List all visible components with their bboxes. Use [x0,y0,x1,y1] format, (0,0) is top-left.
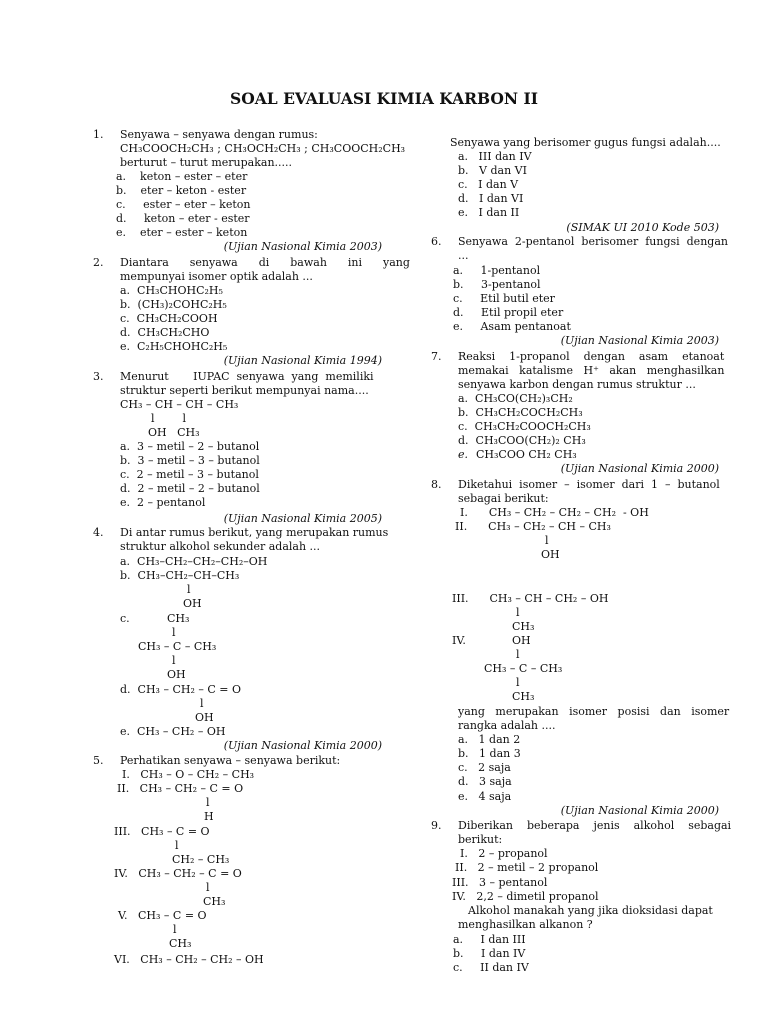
answer-option: a. CH₃CHOHC₂H₅ [120,284,223,297]
answer-option-label: e. [458,448,469,461]
question-text: CH₃COOCH₂CH₃ ; CH₃OCH₂CH₃ ; CH₃COOCH₂CH₃ [120,142,406,155]
question-text: Diantara senyawa di bawah ini yang [120,256,410,269]
question-text: mempunyai isomer optik adalah ... [120,270,313,283]
answer-option: a. III dan IV [458,150,532,163]
answer-option: b. 3 – metil – 3 – butanol [120,454,260,467]
answer-option: a. 1 dan 2 [458,733,521,746]
answer-option: a. CH₃CO(CH₂)₃CH₂ [458,392,573,405]
question-text: Reaksi 1-propanol dengan asam etanoat [458,350,725,363]
answer-option: e. 2 – pentanol [120,496,206,509]
answer-option: c. I dan V [458,178,519,191]
answer-option: b. CH₃–CH₂–CH–CH₃ [120,569,240,582]
compound-item: VI. CH₃ – CH₂ – CH₂ – OH [114,953,264,966]
question-text: Di antar rumus berikut, yang merupakan rumus [120,526,389,539]
answer-option-label: c. [120,612,130,625]
question-source: (Ujian Nasional Kimia 1994) [223,354,382,367]
answer-option: d. 2 – metil – 2 – butanol [120,482,260,495]
question-source: (Ujian Nasional Kimia 2000) [560,462,719,475]
answer-option: a. CH₃–CH₂–CH₂–CH₂–OH [120,555,268,568]
structure-substituent: CH₃ [169,937,192,950]
structure-formula: CH₃ – C – CH₃ [138,640,217,653]
question-text: Menurut IUPAC senyawa yang memiliki [120,370,374,383]
page-title: SOAL EVALUASI KIMIA KARBON II [230,89,538,108]
structure-bond: l [206,796,210,809]
question-source: (Ujian Nasional Kimia 2003) [560,334,719,347]
compound-item: I. CH₃ – CH₂ – CH₂ – CH₂ - OH [460,506,649,519]
answer-option: d. CH₃COO(CH₂)₂ CH₃ [458,434,586,447]
question-text: menghasilkan alkanon ? [458,918,593,931]
structure-bond: l [187,583,191,596]
answer-option: b. CH₃CH₂COCH₂CH₃ [458,406,583,419]
answer-option: e. CH₃ – CH₂ – OH [120,725,226,738]
question-text: Senyawa – senyawa dengan rumus: [120,128,318,141]
question-text: Perhatikan senyawa – senyawa berikut: [120,754,341,767]
structure-substituent: OH [541,548,560,561]
question-text: berikut: [458,833,503,846]
question-text: Diberikan beberapa jenis alkohol sebagai [458,819,732,832]
structure-substituent: OH [183,597,202,610]
structure-bond: l [172,654,176,667]
compound-item: III. CH₃ – C = O [114,825,210,838]
answer-option: c. 2 saja [458,761,511,774]
answer-option: e. Asam pentanoat [453,320,571,333]
list-item: I. 2 – propanol [460,847,548,860]
question-text: Diketahui isomer – isomer dari 1 – butanol [458,478,720,491]
structure-substituent: OH [167,668,186,681]
compound-item-label: IV. [452,634,466,647]
answer-option: c. 2 – metil – 3 – butanol [120,468,259,481]
question-number: 5. [93,754,104,767]
answer-option: d. keton – eter - ester [116,212,250,225]
question-text: Senyawa 2-pentanol berisomer fungsi dengan [458,235,728,248]
question-text: sebagai berikut: [458,492,549,505]
structure-substituent: CH₃ [203,895,226,908]
compound-item: V. CH₃ – C = O [118,909,207,922]
structure-substituent: CH₂ – CH₃ [172,853,230,866]
structure-bond: l [173,923,177,936]
structure-formula: CH₃ – C – CH₃ [484,662,563,675]
answer-option: CH₃COO CH₂ CH₃ [476,448,577,461]
structure-bond: l [516,676,520,689]
answer-option: e. C₂H₅CHOHC₂H₅ [120,340,228,353]
answer-option: a. 3 – metil – 2 – butanol [120,440,260,453]
compound-item: I. CH₃ – O – CH₂ – CH₃ [122,768,255,781]
question-source: (Ujian Nasional Kimia 2005) [223,512,382,525]
answer-option: e. 4 saja [458,790,512,803]
answer-option: c. Etil butil eter [453,292,555,305]
structure-bond: l [516,606,520,619]
structure-substituent: CH₃ [167,612,190,625]
structure-substituent: OH [195,711,214,724]
question-number: 9. [431,819,442,832]
structure-bond: l [206,881,210,894]
answer-option: b. 3-pentanol [453,278,541,291]
answer-option: d. 3 saja [458,775,512,788]
question-text: memakai katalisme H⁺ akan menghasilkan [458,364,725,377]
question-source: (Ujian Nasional Kimia 2000) [560,804,719,817]
structure-substituent: CH₃ [512,620,535,633]
answer-option: c. ester – eter – keton [116,198,251,211]
answer-option: e. eter – ester – keton [116,226,248,239]
question-number: 3. [93,370,104,383]
question-number: 6. [431,235,442,248]
question-number: 2. [93,256,104,269]
answer-option: b. I dan IV [453,947,526,960]
structure-substituent: CH₃ [512,690,535,703]
question-number: 8. [431,478,442,491]
structure-bond: l l [151,412,187,425]
answer-option: b. (CH₃)₂COHC₂H₅ [120,298,227,311]
answer-option: c. II dan IV [453,961,529,974]
answer-option: a. keton – ester – eter [116,170,248,183]
structure-bond: l [516,648,520,661]
answer-option: c. CH₃CH₂COOCH₂CH₃ [458,420,591,433]
question-number: 7. [431,350,442,363]
structure-substituent: OH CH₃ [148,426,200,439]
answer-option: b. V dan VI [458,164,527,177]
question-text: struktur alkohol sekunder adalah ... [120,540,321,553]
answer-option: d. CH₃ – CH₂ – C = O [120,683,241,696]
compound-item: II. CH₃ – CH₂ – C = O [117,782,244,795]
question-source: (Ujian Nasional Kimia 2000) [223,739,382,752]
answer-option: b. 1 dan 3 [458,747,521,760]
answer-option: d. CH₃CH₂CHO [120,326,210,339]
question-text: Senyawa yang berisomer gugus fungsi adalah.... [450,136,721,149]
answer-option: a. I dan III [453,933,526,946]
question-text: berturut – turut merupakan..... [120,156,293,169]
structure-bond: l [172,626,176,639]
list-item: IV. 2,2 – dimetil propanol [452,890,599,903]
structure-bond: l [545,534,549,547]
question-source: (Ujian Nasional Kimia 2003) [223,240,382,253]
question-text: senyawa karbon dengan rumus struktur ... [458,378,696,391]
list-item: II. 2 – metil – 2 propanol [455,861,599,874]
question-text: rangka adalah .... [458,719,556,732]
compound-item: IV. CH₃ – CH₂ – C = O [114,867,242,880]
answer-option: d. I dan VI [458,192,524,205]
structure-substituent: OH [512,634,531,647]
question-text: ... [458,249,469,262]
question-number: 4. [93,526,104,539]
answer-option: d. Etil propil eter [453,306,564,319]
question-source: (SIMAK UI 2010 Kode 503) [566,221,719,234]
answer-option: a. 1-pentanol [453,264,541,277]
question-number: 1. [93,128,104,141]
compound-item: II. CH₃ – CH₂ – CH – CH₃ [455,520,611,533]
question-text: yang merupakan isomer posisi dan isomer [458,705,730,718]
structure-bond: l [175,839,179,852]
answer-option: e. I dan II [458,206,520,219]
structure-formula: CH₃ – CH – CH – CH₃ [120,398,239,411]
structure-substituent: H [204,810,214,823]
question-text: struktur seperti berikut mempunyai nama.... [120,384,369,397]
compound-item: III. CH₃ – CH – CH₂ – OH [452,592,609,605]
question-text: Alkohol manakah yang jika dioksidasi dapat [468,904,713,917]
answer-option: c. CH₃CH₂COOH [120,312,218,325]
list-item: III. 3 – pentanol [452,876,548,889]
structure-bond: l [200,697,204,710]
answer-option: b. eter – keton - ester [116,184,247,197]
